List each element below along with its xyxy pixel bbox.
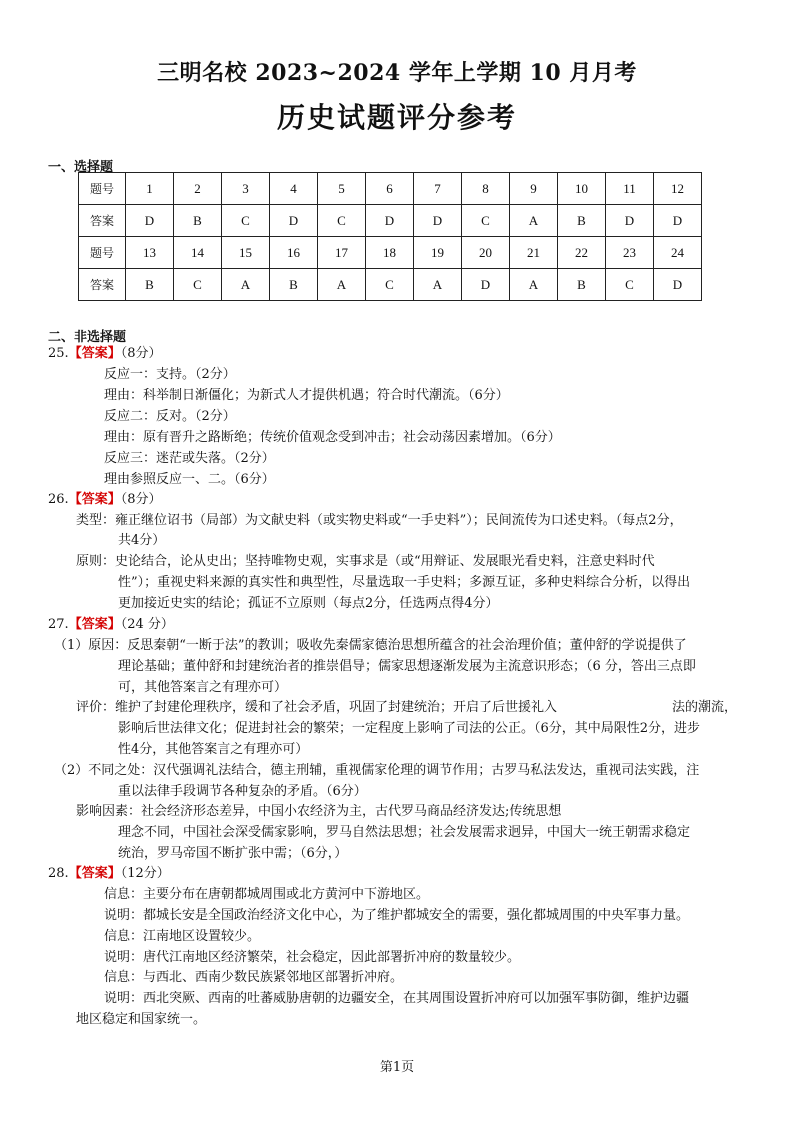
table-cell: 4 xyxy=(270,173,318,205)
question-score: （8分） xyxy=(120,492,162,507)
question-25-header xyxy=(48,344,161,364)
table-cell: D xyxy=(462,269,510,301)
question-28-header xyxy=(48,864,170,884)
answer-line: 原则：史论结合，论从史出；坚持唯物史观，实事求是（或“用辩证、发展眼光看史料，注意史料时代 xyxy=(76,554,655,569)
answer-line: 可，其他答案言之有理亦可） xyxy=(118,680,288,695)
answer-line: 理由：原有晋升之路断绝；传统价值观念受到冲击；社会动荡因素增加。（6分） xyxy=(104,430,561,445)
table-cell: 12 xyxy=(654,173,702,205)
answer-tag: 【答案】 xyxy=(68,346,121,361)
answer-line: 统治，罗马帝国不断扩张中需；（6分，） xyxy=(118,846,348,861)
answer-line: 理由参照反应一、二。（6分） xyxy=(104,472,275,487)
table-cell: 11 xyxy=(606,173,654,205)
answer-tag: 【答案】 xyxy=(68,866,121,881)
answer-line: （2）不同之处：汉代强调礼法结合，德主刑辅，重视儒家伦理的调节作用；古罗马私法发达，重视司法实践，注 xyxy=(54,763,700,778)
page-number: 第1页 xyxy=(379,1060,415,1075)
answer-line: 理念不同，中国社会深受儒家影响，罗马自然法思想；社会发展需求迥异，中国大一统王朝需求稳定 xyxy=(118,825,691,840)
answer-line: 重以法律手段调节各种复杂的矛盾。（6分） xyxy=(118,784,367,799)
table-cell: D xyxy=(606,205,654,237)
table-cell: 8 xyxy=(462,173,510,205)
answer-line: 影响因素：社会经济形态差异，中国小农经济为主，古代罗马商品经济发达;传统思想 xyxy=(76,804,562,819)
question-number: 27. xyxy=(48,617,69,632)
table-cell: 14 xyxy=(174,237,222,269)
table-cell: D xyxy=(366,205,414,237)
answer-table xyxy=(78,172,702,301)
table-cell: C xyxy=(366,269,414,301)
table-cell: 24 xyxy=(654,237,702,269)
table-cell: B xyxy=(126,269,174,301)
question-number: 28. xyxy=(48,866,69,881)
table-cell: 19 xyxy=(414,237,462,269)
table-cell: D xyxy=(654,205,702,237)
answer-tag: 【答案】 xyxy=(68,617,121,632)
answer-line: 理由：科举制日渐僵化；为新式人才提供机遇；符合时代潮流。（6分） xyxy=(104,388,509,403)
table-cell: 2 xyxy=(174,173,222,205)
answer-line: 说明：西北突厥、西南的吐蕃威胁唐朝的边疆安全，在其周围设置折冲府可以加强军事防御，维护边疆 xyxy=(104,991,690,1006)
table-cell: D xyxy=(414,205,462,237)
table-cell: 6 xyxy=(366,173,414,205)
answer-line: 信息：主要分布在唐朝都城周围或北方黄河中下游地区。 xyxy=(104,887,430,902)
question-number: 25. xyxy=(48,346,69,361)
table-row-header: 题号 xyxy=(79,237,126,269)
table-cell: B xyxy=(558,269,606,301)
table-cell: 9 xyxy=(510,173,558,205)
answer-table-row xyxy=(79,269,702,301)
table-cell: B xyxy=(558,205,606,237)
section-heading-choice: 一、选择题 xyxy=(48,160,114,175)
question-26-header xyxy=(48,490,161,510)
table-cell: A xyxy=(414,269,462,301)
answer-line: 反应一：支持。（2分） xyxy=(104,367,236,382)
answer-line: 更加接近史实的结论；孤证不立原则（每点2分，任选两点得4分） xyxy=(118,596,499,611)
table-cell: 23 xyxy=(606,237,654,269)
table-cell: D xyxy=(654,269,702,301)
question-number: 26. xyxy=(48,492,69,507)
answer-line: 性4分，其他答案言之有理亦可） xyxy=(118,742,309,757)
table-cell: D xyxy=(270,205,318,237)
table-cell: 15 xyxy=(222,237,270,269)
question-score: （8分） xyxy=(120,346,162,361)
answer-line: （1）原因：反思秦朝“一断于法”的教训；吸收先秦儒家德治思想所蕴含的社会治理价值；董仲舒的学说提供了 xyxy=(54,638,687,653)
table-cell: C xyxy=(318,205,366,237)
document-title: 历史试题评分参考 xyxy=(276,101,517,134)
table-cell: 10 xyxy=(558,173,606,205)
answer-line: 信息：江南地区设置较少。 xyxy=(104,929,261,944)
table-cell: 17 xyxy=(318,237,366,269)
table-cell: C xyxy=(174,269,222,301)
question-score: （24 分） xyxy=(120,617,174,632)
answer-table-row xyxy=(79,173,702,205)
answer-line: 影响后世法律文化；促进封社会的繁荣；一定程度上影响了司法的公正。（6分，其中局限性2分，进步 xyxy=(118,721,701,736)
table-cell: A xyxy=(510,205,558,237)
question-score: （12分） xyxy=(120,866,170,881)
table-cell: 16 xyxy=(270,237,318,269)
table-cell: 18 xyxy=(366,237,414,269)
table-cell: 5 xyxy=(318,173,366,205)
table-row-header: 答案 xyxy=(79,205,126,237)
table-cell: C xyxy=(606,269,654,301)
table-cell: B xyxy=(270,269,318,301)
table-cell: 7 xyxy=(414,173,462,205)
answer-line: 理论基础；董仲舒和封建统治者的推崇倡导；儒家思想逐渐发展为主流意识形态；（6 分，答出三点即 xyxy=(118,659,696,674)
answer-line: 反应二：反对。（2分） xyxy=(104,409,236,424)
table-cell: B xyxy=(174,205,222,237)
table-cell: C xyxy=(222,205,270,237)
table-cell: D xyxy=(126,205,174,237)
answer-line: 共4分） xyxy=(118,533,166,548)
table-row-header: 题号 xyxy=(79,173,126,205)
question-27-header xyxy=(48,615,174,635)
exam-title: 三明名校 2023~2024 学年上学期 10 月月考 xyxy=(157,60,637,86)
answer-line: 法的潮流， xyxy=(672,700,738,715)
answer-tag: 【答案】 xyxy=(68,492,121,507)
table-cell: 3 xyxy=(222,173,270,205)
answer-line: 地区稳定和国家统一。 xyxy=(76,1012,207,1027)
table-cell: A xyxy=(222,269,270,301)
table-cell: A xyxy=(318,269,366,301)
answer-line: 说明：唐代江南地区经济繁荣，社会稳定，因此部署折冲府的数量较少。 xyxy=(104,950,521,965)
table-cell: A xyxy=(510,269,558,301)
answer-table-row xyxy=(79,205,702,237)
answer-line: 评价：维护了封建伦理秩序，缓和了社会矛盾，巩固了封建统治；开启了后世援礼入 xyxy=(76,700,558,715)
answer-line: 说明：都城长安是全国政治经济文化中心，为了维护都城安全的需要，强化都城周围的中央军事力量。 xyxy=(104,908,690,923)
table-cell: 21 xyxy=(510,237,558,269)
table-cell: 20 xyxy=(462,237,510,269)
answer-line: 类型：雍正继位诏书（局部）为文献史料（或实物史料或“一手史料”）；民间流传为口述史料。（每点2分， xyxy=(76,513,683,528)
answer-table-row xyxy=(79,237,702,269)
table-cell: 13 xyxy=(126,237,174,269)
table-cell: C xyxy=(462,205,510,237)
answer-line: 反应三：迷茫或失落。（2分） xyxy=(104,451,275,466)
table-row-header: 答案 xyxy=(79,269,126,301)
section-heading-nonchoice: 二、非选择题 xyxy=(48,330,127,345)
table-cell: 22 xyxy=(558,237,606,269)
answer-line: 性”）；重视史料来源的真实性和典型性，尽量选取一手史料；多源互证，多种史料综合分析，以得出 xyxy=(118,575,691,590)
answer-line: 信息：与西北、西南少数民族紧邻地区部署折冲府。 xyxy=(104,970,404,985)
table-cell: 1 xyxy=(126,173,174,205)
